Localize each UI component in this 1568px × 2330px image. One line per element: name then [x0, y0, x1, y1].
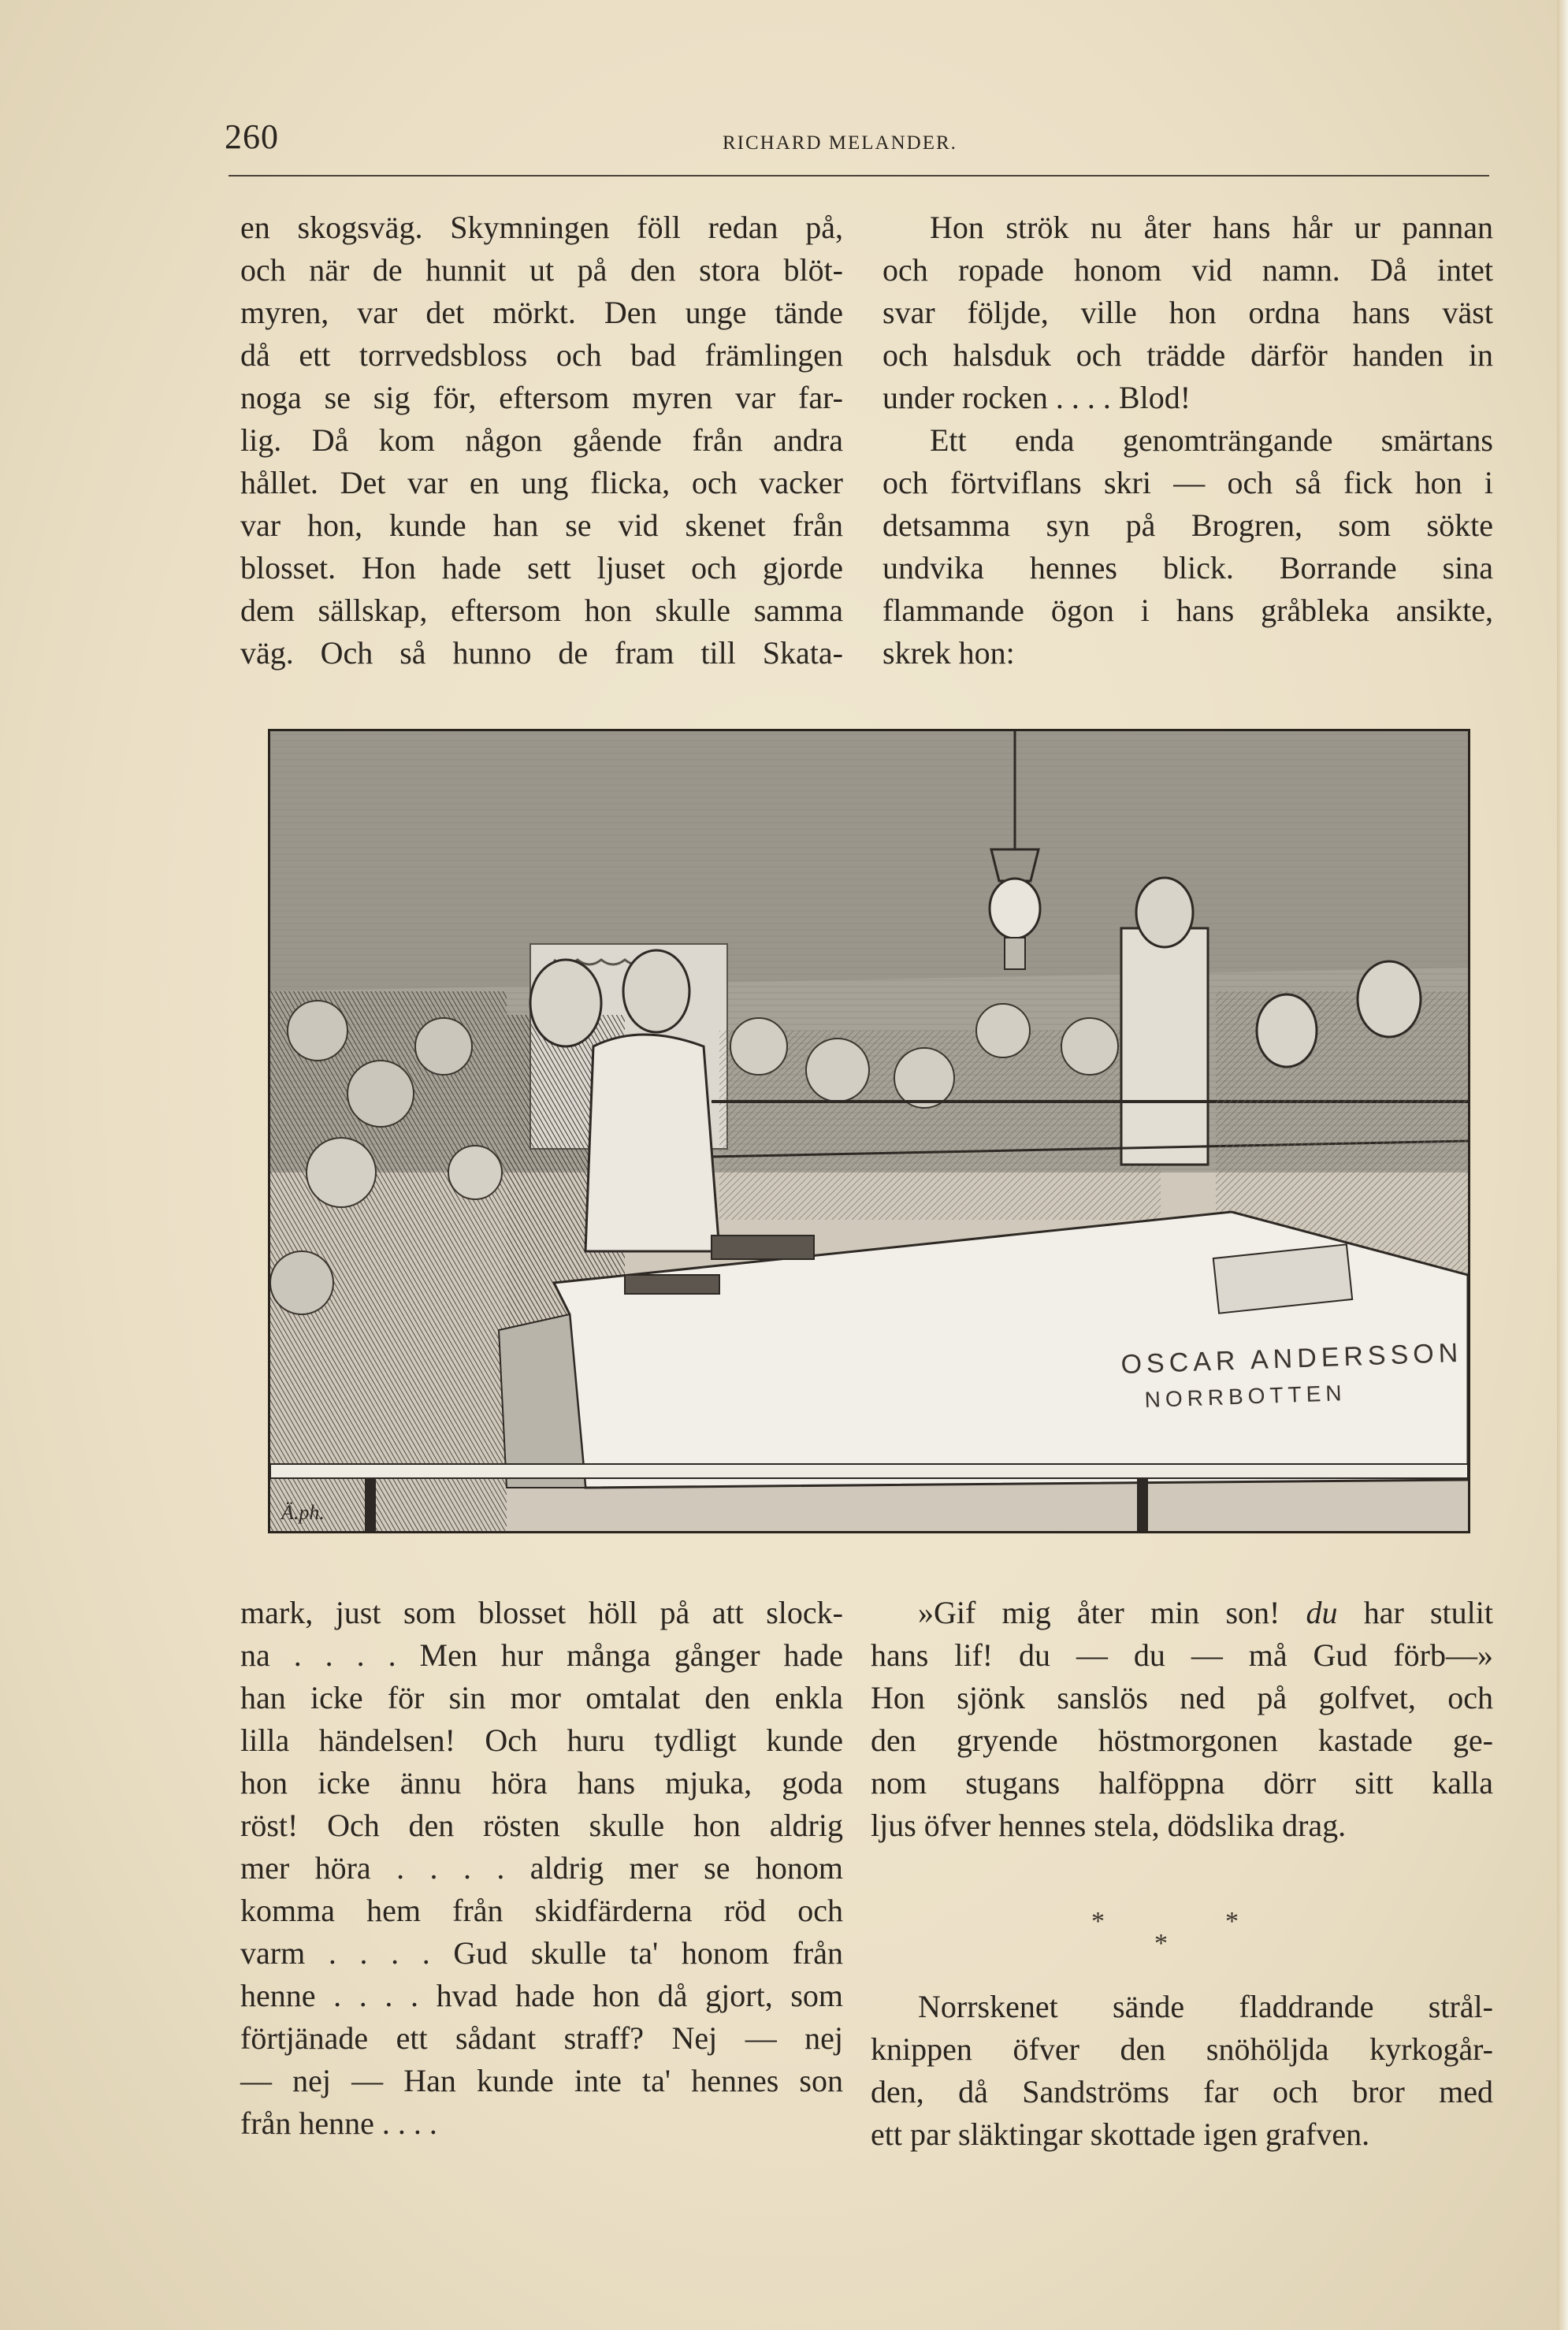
text-line: Hon sjönk sanslös ned på golfvet, och: [871, 1680, 1493, 1715]
text-line: noga se sig för, eftersom myren var far-: [240, 380, 843, 415]
text-line: väg. Och så hunno de fram till Skata-: [240, 635, 843, 671]
text-line: den gryende höstmorgonen kastade ge-: [871, 1722, 1493, 1758]
text-line: han icke för sin mor omtalat den enkla: [240, 1680, 843, 1715]
text-line: undvika hennes blick. Borrande sina: [882, 550, 1493, 585]
text-line: blosset. Hon hade sett ljuset och gjorde: [240, 550, 843, 585]
text-line: svar följde, ville hon ordna hans väst: [882, 295, 1493, 330]
text-line: lig. Då kom någon gående från andra: [240, 422, 843, 458]
quote-line: [871, 1592, 1493, 1634]
illustration-drawing: [270, 731, 1468, 1531]
right-column-top: [882, 206, 1493, 674]
engraver-mark: Ä.ph.: [281, 1501, 325, 1524]
section-ornament: *: [1154, 1929, 1168, 1958]
text-line: den, då Sandströms far och bror med: [871, 2074, 1493, 2109]
emphasis-du: du: [1306, 1595, 1338, 1630]
text-line: en skogsväg. Skymningen föll redan på,: [240, 210, 843, 245]
artist-signature: OSCAR ANDERSSON: [1120, 1337, 1463, 1380]
text-line: ett par släktingar skottade igen grafven.: [871, 2116, 1370, 2152]
text-line: hon icke ännu höra hans mjuka, goda: [240, 1765, 843, 1800]
text-line: nom stugans halföppna dörr sitt kalla: [871, 1765, 1493, 1800]
text-line: Hon strök nu åter hans hår ur pannan: [930, 210, 1493, 245]
text-line: och halsduk och trädde därför handen in: [882, 337, 1493, 373]
page-header: [225, 110, 1493, 165]
text-line: från henne . . . .: [240, 2105, 437, 2141]
header-rule: [229, 175, 1489, 177]
artist-signature-place: NORRBOTTEN: [1144, 1381, 1347, 1412]
text-line: skrek hon:: [882, 635, 1015, 671]
left-column-top: [240, 206, 843, 674]
section-ornament: *: [1091, 1907, 1105, 1936]
text-line: Ett enda genomträngande smärtans: [930, 422, 1493, 458]
text-line: lilla händelsen! Och huru tydligt kunde: [240, 1722, 843, 1758]
text-line: mark, just som blosset höll på att slock-: [240, 1595, 843, 1630]
text-line: under rocken . . . . Blod!: [882, 380, 1191, 415]
text-line: myren, var det mörkt. Den unge tände: [240, 295, 843, 330]
right-column-bottom: [871, 1592, 1493, 1847]
text-line: förtjänade ett sådant straff? Nej — nej: [240, 2020, 843, 2056]
text-line: komma hem från skidfärderna röd och: [240, 1893, 843, 1928]
text-line: — nej — Han kunde inte ta' hennes son: [240, 2063, 843, 2098]
running-head: RICHARD MELANDER.: [723, 132, 957, 154]
text-line: henne . . . . hvad hade hon då gjort, som: [240, 1978, 843, 2013]
text-line: knippen öfver den snöhöljda kyrkogår-: [871, 2031, 1493, 2067]
right-column-final: [871, 1986, 1493, 2156]
left-column-bottom: [240, 1592, 843, 2145]
text-line: Norrskenet sände fladdrande strål-: [918, 1989, 1493, 2024]
quote-rest: har stulit: [1363, 1595, 1493, 1630]
text-line: hans lif! du — du — må Gud förb—»: [871, 1637, 1493, 1673]
text-line: mer höra . . . . aldrig mer se honom: [240, 1850, 843, 1886]
text-line: varm . . . . Gud skulle ta' honom från: [240, 1935, 843, 1971]
text-line: och när de hunnit ut på den stora blöt-: [240, 252, 843, 288]
text-line: var hon, kunde han se vid skenet från: [240, 507, 843, 543]
quote-open: »Gif mig åter min son!: [918, 1595, 1280, 1630]
text-line: dem sällskap, eftersom hon skulle samma: [240, 593, 843, 628]
section-ornament: *: [1225, 1907, 1239, 1936]
page-number: 260: [225, 117, 279, 156]
courtroom-illustration: [268, 729, 1470, 1533]
text-line: na . . . . Men hur många gånger hade: [240, 1637, 843, 1673]
text-line: och ropade honom vid namn. Då intet: [882, 252, 1493, 288]
page-edge: [1557, 0, 1568, 2330]
text-line: då ett torrvedsbloss och bad främlingen: [240, 337, 843, 373]
text-line: detsamma syn på Brogren, som sökte: [882, 507, 1493, 543]
text-line: hållet. Det var en ung flicka, och vacker: [240, 465, 843, 500]
text-line: och förtviflans skri — och så fick hon i: [882, 465, 1493, 500]
text-line: flammande ögon i hans gråbleka ansikte,: [882, 593, 1493, 628]
text-line: röst! Och den rösten skulle hon aldrig: [240, 1808, 843, 1843]
text-line: ljus öfver hennes stela, dödslika drag.: [871, 1808, 1347, 1843]
